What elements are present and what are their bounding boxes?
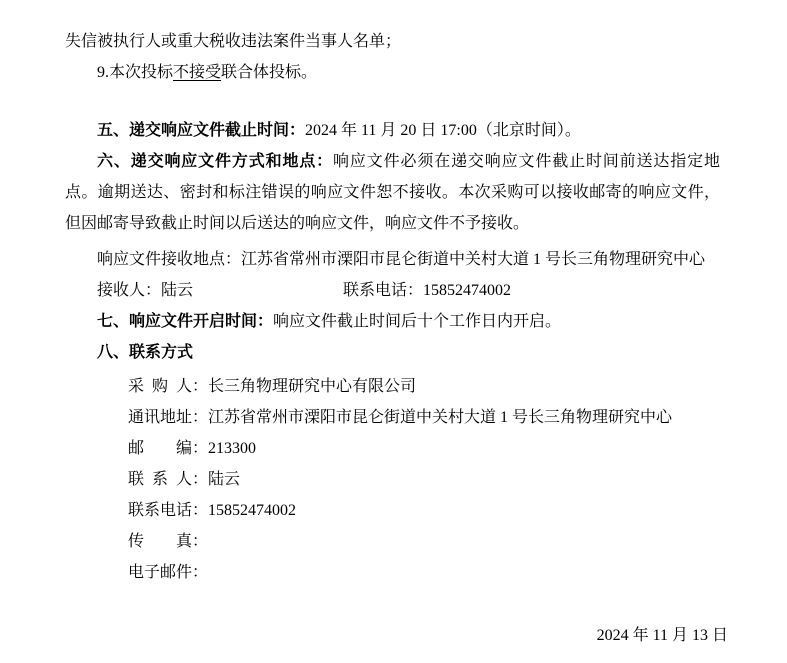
section-5-text: 2024 年 11 月 20 日 17:00（北京时间）。 [305,122,581,139]
contact-row-contact-person [65,464,720,495]
contact-row-buyer [65,371,720,402]
receiver-phone: 联系电话：15852474002 [343,282,512,299]
section-6-text: 响应文件必须在递交响应文件截止时间前送达指定地点。逾期送达、密封和标注错误的响应文件恕不接收。本次采购可以接收邮寄的响应文件，但因邮寄导致截止时间以后送达的响应文件，响应文件不予接收。 [65,153,720,232]
contact-label: 联系电话 [128,502,193,519]
section-5-deadline [65,115,720,146]
contact-colon: ： [192,533,209,550]
contact-list [65,371,720,588]
section-5-heading: 五、递交响应文件截止时间： [97,122,306,139]
contact-colon: ： [192,564,209,581]
underlined-no-consortium: 不接受 [173,64,222,81]
section-7-heading: 七、响应文件开启时间： [97,313,274,330]
contact-label: 传真 [128,533,192,550]
paragraph-clause-9 [65,57,720,88]
clause-9-suffix: 联合体投标。 [221,64,318,81]
section-8-contact-heading: 八、联系方式 [97,344,194,361]
contact-row-email [65,557,720,588]
contact-colon: ： [192,471,209,488]
contact-row-postcode [65,433,720,464]
contact-colon: ： [192,409,209,426]
contact-value: 江苏省常州市溧阳市昆仑街道中关村大道 1 号长三角物理研究中心 [208,409,673,426]
line-receiver [65,275,720,306]
contact-value: 213300 [208,440,257,457]
contact-label: 采购人 [128,378,192,395]
contact-value: 15852474002 [208,502,297,519]
document-date: 2024 年 11 月 13 日 [596,627,728,644]
contact-row-phone [65,495,720,526]
contact-label: 通讯地址 [128,409,193,426]
receiver-name: 接收人：陆云 [97,282,194,299]
contact-label: 电子邮件 [128,564,193,581]
contact-label: 邮编 [128,440,192,457]
contact-colon: ： [192,378,209,395]
contact-colon: ： [192,502,209,519]
section-6-delivery [65,146,720,239]
section-7-text: 响应文件截止时间后十个工作日内开启。 [273,313,562,330]
section-7-opening [65,306,720,337]
contact-row-address [65,402,720,433]
contact-colon: ： [192,440,209,457]
contact-value: 长三角物理研究中心有限公司 [208,378,417,395]
contact-row-fax [65,526,720,557]
section-6-heading: 六、递交响应文件方式和地点： [97,153,334,170]
paragraph-blacklist-clause: 失信被执行人或重大税收违法案件当事人名单； [65,33,402,50]
contact-value: 陆云 [208,471,241,488]
contact-label: 联系人 [128,471,192,488]
line-receive-location: 响应文件接收地点：江苏省常州市溧阳市昆仑街道中关村大道 1 号长三角物理研究中心 [97,251,706,268]
clause-9-prefix: 9.本次投标 [97,64,174,81]
